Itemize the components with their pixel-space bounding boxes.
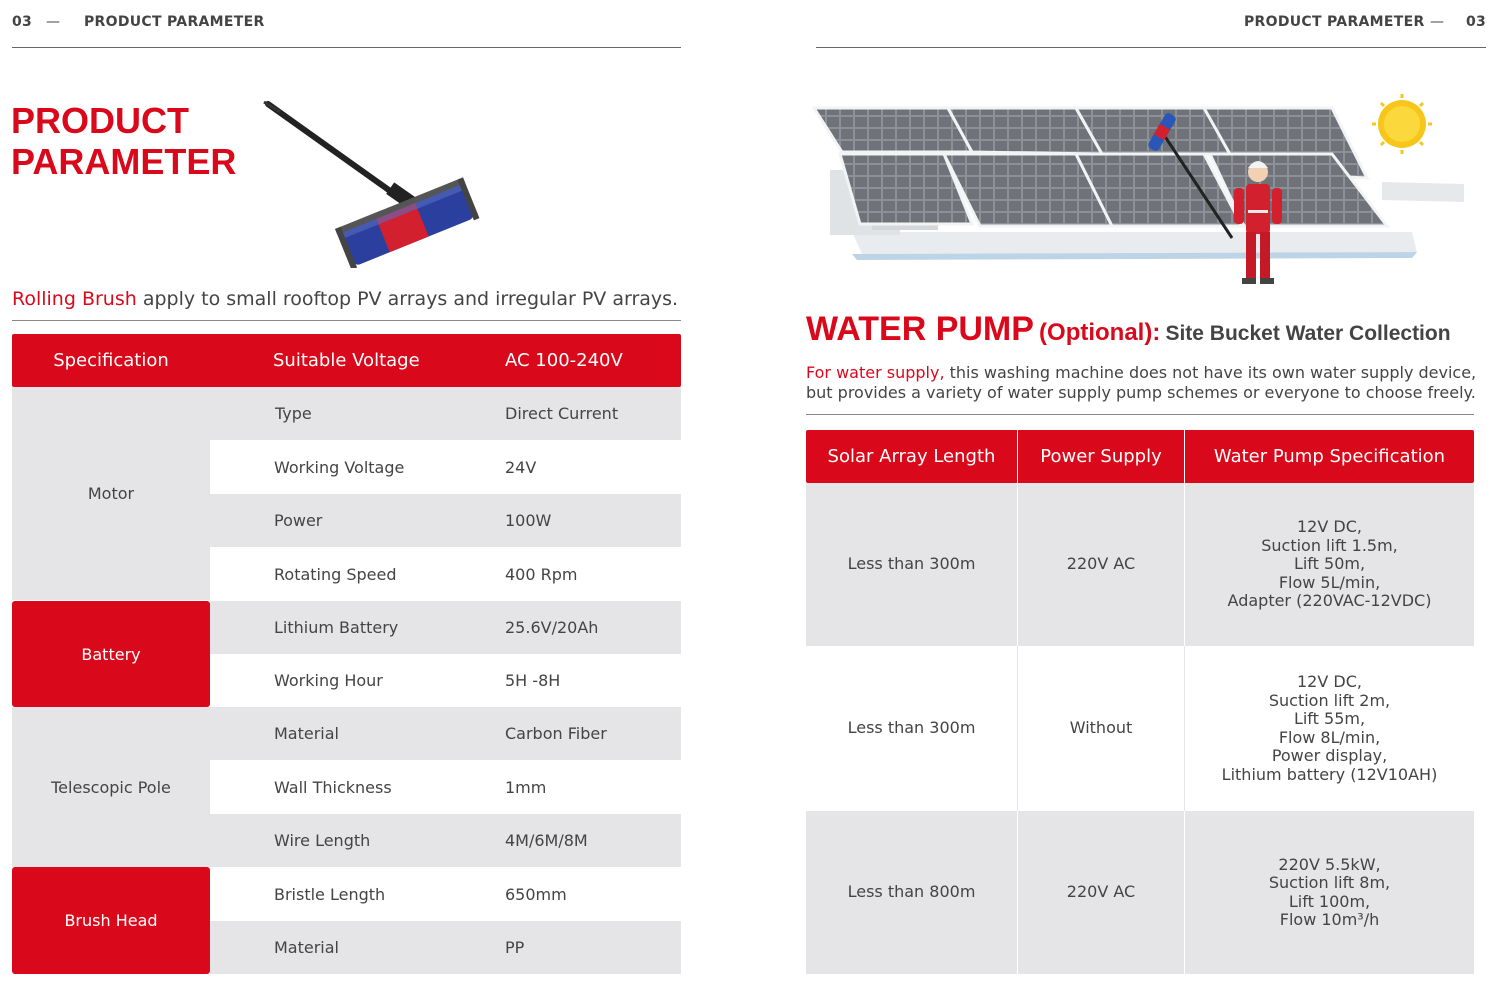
spec-row-value: 5H -8H [505, 671, 561, 690]
right-header-dash: — [1430, 14, 1445, 30]
page-title-line1: PRODUCT [11, 100, 189, 141]
water-pump-title-sub: Site Bucket Water Collection [1165, 322, 1451, 345]
spec-row-value: 25.6V/20Ah [505, 618, 599, 637]
spec-row-label: Lithium Battery [274, 618, 399, 637]
spec-row-label: Material [274, 938, 339, 957]
spec-row-label: Working Voltage [274, 457, 405, 477]
subtitle-rule [12, 320, 681, 321]
pump-row-spec-text: 12V DC, Suction lift 2m, Lift 55m, Flow 8L/min, Power display, Lithium battery (12V10AH) [1221, 672, 1438, 784]
description-highlight: For water supply, [806, 363, 945, 382]
pump-row-power: 220V AC [1066, 882, 1136, 902]
spec-row-value: 650mm [505, 884, 567, 904]
right-page-number: 03 [1466, 14, 1487, 30]
spec-row-label: Rotating Speed [274, 564, 397, 584]
spec-header-specification: Specification [53, 350, 169, 371]
pump-row-spec [1185, 646, 1474, 811]
spec-row-value: 400 Rpm [505, 564, 578, 584]
spec-row-value: Carbon Fiber [505, 724, 607, 743]
spec-row-value: 4M/6M/8M [505, 831, 588, 850]
pump-row-spec-text: 220V 5.5kW, Suction lift 8m, Lift 100m, Flow 10m³/h [1268, 854, 1391, 929]
water-pump-title [806, 310, 1451, 349]
spec-header-voltage-label: Suitable Voltage [273, 350, 420, 371]
left-header-rule [12, 47, 681, 48]
page-title [11, 100, 236, 182]
group-telescopic-pole: Telescopic Pole [12, 707, 210, 867]
left-header-title: PRODUCT PARAMETER [84, 14, 265, 30]
solar-array-illustration [812, 92, 1472, 292]
spec-row-value: 24V [505, 457, 537, 477]
spec-row-label: Bristle Length [274, 884, 386, 904]
group-motor: Motor [12, 387, 210, 600]
right-header-rule [816, 47, 1486, 48]
subtitle-text: apply to small rooftop PV arrays and irregular PV arrays. [136, 288, 679, 310]
group-brush-head: Brush Head [12, 867, 210, 974]
description-rule [806, 414, 1474, 415]
water-pump-title-optional: (Optional): [1039, 319, 1161, 346]
pump-header-length: Solar Array Length [827, 446, 996, 467]
spec-row-label: Wire Length [274, 831, 371, 850]
pump-row-length: Less than 300m [847, 554, 976, 574]
spec-row-label: Type [275, 404, 312, 423]
pump-row-power: 220V AC [1066, 554, 1136, 574]
spec-row-label: Material [274, 724, 339, 743]
pump-row-power: Without [1069, 718, 1133, 738]
pump-row-length: Less than 800m [847, 882, 976, 902]
product-subtitle [12, 288, 678, 310]
pump-row-spec-text: 12V DC, Suction lift 1.5m, Lift 50m, Flow 5L/min, Adapter (220VAC-12VDC) [1227, 517, 1432, 611]
water-pump-title-main: WATER PUMP [806, 310, 1034, 348]
pump-row-spec [1185, 483, 1474, 646]
spec-row-value: 1mm [505, 777, 547, 797]
subtitle-highlight: Rolling Brush [12, 288, 137, 310]
pump-header-power: Power Supply [1040, 446, 1162, 467]
spec-row-label: Wall Thickness [274, 777, 392, 797]
spec-row-label: Working Hour [274, 671, 383, 690]
left-header-dash: — [46, 14, 61, 30]
description-line2: but provides a variety of water supply pump schemes or everyone to choose freely. [806, 383, 1476, 402]
page-title-line2: PARAMETER [11, 141, 237, 182]
left-page-number: 03 [12, 14, 33, 30]
rolling-brush-image [260, 98, 480, 268]
spec-header-voltage-value: AC 100-240V [505, 350, 623, 371]
group-battery: Battery [12, 601, 210, 707]
pump-header-spec: Water Pump Specification [1213, 446, 1446, 467]
pump-row-length: Less than 300m [847, 718, 976, 738]
pump-row-spec [1185, 811, 1474, 974]
right-header-title: PRODUCT PARAMETER [1244, 14, 1425, 30]
description-line1: this washing machine does not have its own water supply device, [944, 363, 1477, 382]
spec-row-label: Power [274, 511, 323, 530]
spec-row-value: 100W [505, 511, 552, 530]
spec-row-value: Direct Current [505, 404, 619, 423]
spec-row-value: PP [505, 938, 525, 957]
water-pump-description [806, 363, 1476, 403]
